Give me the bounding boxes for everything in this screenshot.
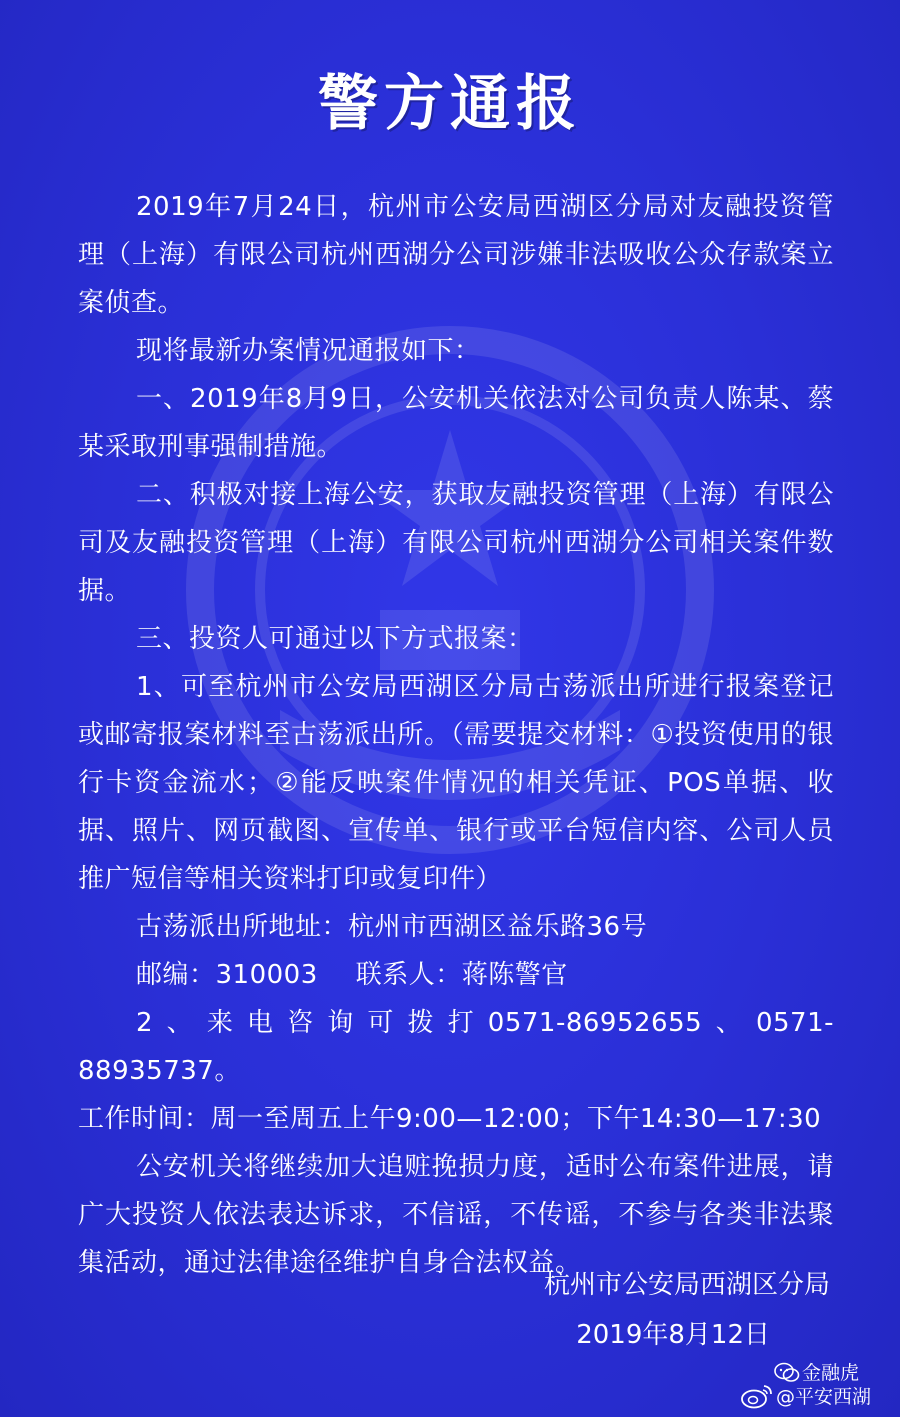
postcode: 邮编：310003 <box>136 960 318 990</box>
paragraph-case-filed: 2019年7月24日，杭州市公安局西湖区分局对友融投资管理（上海）有限公司杭州西湖分公司涉嫌非法吸收公众存款案立案侦查。 <box>78 192 834 318</box>
paragraph-closing: 公安机关将继续加大追赃挽损力度，适时公布案件进展，请广大投资人依法表达诉求，不信谣，不传谣，不参与各类非法聚集活动，通过法律途径维护自身合法权益。 <box>78 1152 834 1278</box>
wechat-icon <box>774 1362 800 1384</box>
paragraph-item-3: 三、投资人可通过以下方式报案： <box>136 624 534 654</box>
paragraph-address: 古荡派出所地址：杭州市西湖区益乐路36号 <box>136 912 648 942</box>
paragraph-report-method-1: 1、可至杭州市公安局西湖区分局古荡派出所进行报案登记或邮寄报案材料至古荡派出所。（需要提交材料：①投资使用的银行卡资金流水；②能反映案件情况的相关凭证、POS单据、收据、照片、网页截图、宣传单、银行或平台短信内容、公司人员推广短信等相关资料打印或复印件） <box>78 672 834 894</box>
signature-org: 杭州市公安局西湖区分局 <box>543 1270 830 1300</box>
page-title: 警方通报 <box>318 69 582 139</box>
signature-block <box>544 1260 830 1360</box>
contact-person: 联系人：蒋陈警官 <box>355 960 568 990</box>
paragraph-report-method-2: 2、来电咨询可拨打0571-86952655、0571-88935737。 <box>78 1008 834 1086</box>
signature-date: 2019年8月12日 <box>576 1320 770 1350</box>
paragraph-item-2: 二、积极对接上海公安，获取友融投资管理（上海）有限公司及友融投资管理（上海）有限公司杭州西湖分公司相关案件数据。 <box>78 480 834 606</box>
wechat-account-name: 金融虎 <box>802 1362 860 1384</box>
weibo-account-name: @平安西湖 <box>776 1386 872 1408</box>
paragraph-item-1: 一、2019年8月9日，公安机关依法对公司负责人陈某、蔡某采取刑事强制措施。 <box>78 384 834 462</box>
paragraph-intro: 现将最新办案情况通报如下： <box>136 336 481 366</box>
weibo-icon <box>740 1382 774 1410</box>
paragraph-working-hours: 工作时间：周一至周五上午9:00—12:00；下午14:30—17:30 <box>78 1104 822 1134</box>
paragraph-postcode-contact <box>78 951 834 999</box>
source-watermark <box>740 1360 890 1414</box>
notice-body <box>78 183 834 1287</box>
